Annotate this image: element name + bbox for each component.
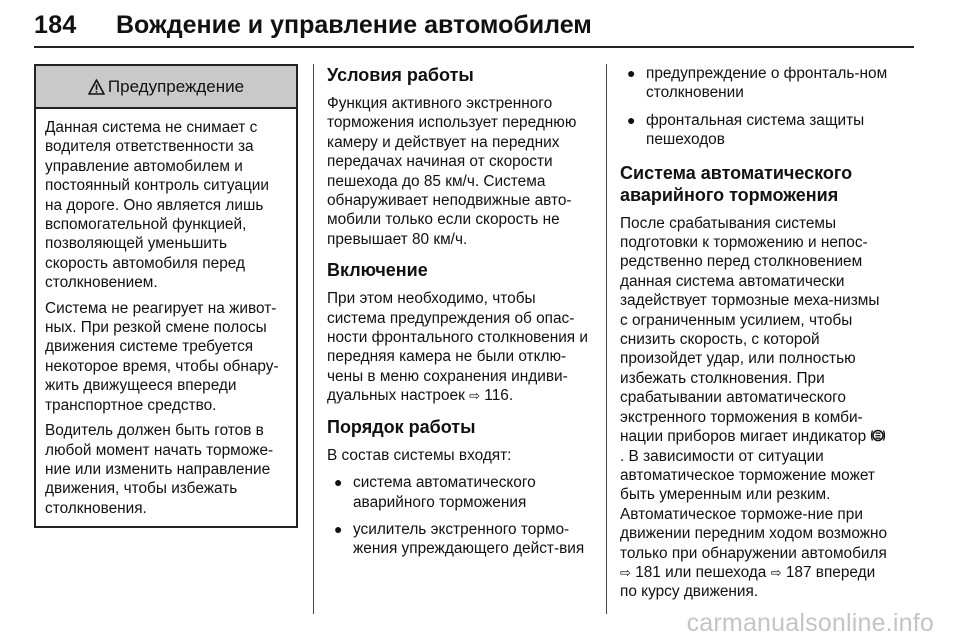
page-reference-arrow-icon: ⇨	[770, 564, 782, 580]
paragraph-aeb: После срабатывания системы подготовки к торможению и непос-редственно перед столкновением данная система автоматически задействует тормозные меха-низмы с ограниченным усилием, чтобы снизить скорость, с которой произойдет удар, или полностью избежать столкновения. При срабатывании автоматического экстренного торможения в комби-нации приборов мигает индикатор . В зависимости от ситуации автоматическое торможение может быть умеренным или резким. Автоматическое торможе-ние при движении передним ходом возможно только при обнаружении автомобиля ⇨ 181 или пешехода ⇨ 187 впереди по курсу движения.	[620, 214, 888, 601]
page-reference-link[interactable]: 181	[635, 563, 661, 581]
heading-enable: Включение	[327, 260, 428, 281]
list-item: ● фронтальная система защиты пешеходов	[627, 111, 865, 149]
column-divider	[606, 64, 607, 614]
paragraph-enable	[327, 289, 595, 405]
heading-aeb: Система автоматического аварийного торможения	[620, 162, 853, 205]
list-item: ● усилитель экстренного тормо-жения упреждающего дейст-вия	[334, 520, 585, 558]
column-middle	[327, 64, 595, 573]
page-reference-arrow-icon: ⇨	[620, 564, 631, 580]
warning-header	[36, 66, 296, 109]
paragraph-enable-text: При этом необходимо, чтобы система предупреждения об опас-ности фронтального столкновения и передняя камера не были отклю-чены в меню сохранения индиви-дуальных настроек	[327, 290, 588, 405]
watermark: carmanualsonline.info	[686, 609, 934, 637]
warning-body	[36, 109, 296, 526]
warning-paragraph: Данная система не снимает с водителя ответственности за управление автомобилем и постоянный контроль ситуации на дороге. Оно является лишь вспомогательной функцией, позволяющей уменьшить скорость автомобиля перед столкновением.	[45, 119, 269, 292]
bullet-icon: ●	[627, 65, 636, 81]
paragraph-conditions: Функция активного экстренного торможения использует переднюю камеру и действует на передних передачах начиная от скорости пешехода до 85 км/ч. Система обнаруживает неподвижные авто-мобили только если скорость не превышает 80 км/ч.	[327, 95, 577, 248]
warning-title: Предупреждение	[107, 76, 245, 96]
warning-paragraph: Водитель должен быть готов в любой момент начать торможе-ние или изменить направление движения, чтобы избежать столкновения.	[45, 422, 274, 517]
warning-box	[34, 64, 298, 528]
heading-conditions: Условия работы	[327, 65, 474, 85]
list-item: ● предупреждение о фронталь-ном столкновении	[627, 65, 888, 102]
page-number: 184	[34, 11, 77, 39]
column-left	[34, 64, 298, 528]
heading-order: Порядок работы	[327, 416, 476, 437]
bullet-list	[620, 64, 890, 150]
column-right	[620, 64, 890, 612]
page-header	[34, 6, 914, 48]
warning-paragraph: Система не реагирует на живот-ных. При резкой смене полосы движения системе требуется некоторое время, чтобы обнару-жить движущееся впереди транспортное средство.	[45, 299, 279, 414]
page-title: Вождение и управление автомобилем	[116, 11, 592, 39]
bullet-list	[327, 473, 595, 559]
column-divider	[313, 64, 314, 614]
list-item: ● система автоматического аварийного торможения	[334, 474, 536, 511]
page-reference-arrow-icon: ⇨	[469, 388, 480, 404]
brake-indicator-icon	[870, 428, 886, 443]
bullet-icon: ●	[334, 474, 343, 491]
warning-triangle-icon	[88, 79, 105, 95]
bullet-icon: ●	[627, 111, 636, 128]
paragraph-order: В состав системы входят:	[327, 446, 512, 464]
bullet-icon: ●	[334, 520, 343, 537]
page-reference-link[interactable]: 116.	[484, 387, 514, 405]
page-reference-link[interactable]: 187	[785, 563, 812, 581]
